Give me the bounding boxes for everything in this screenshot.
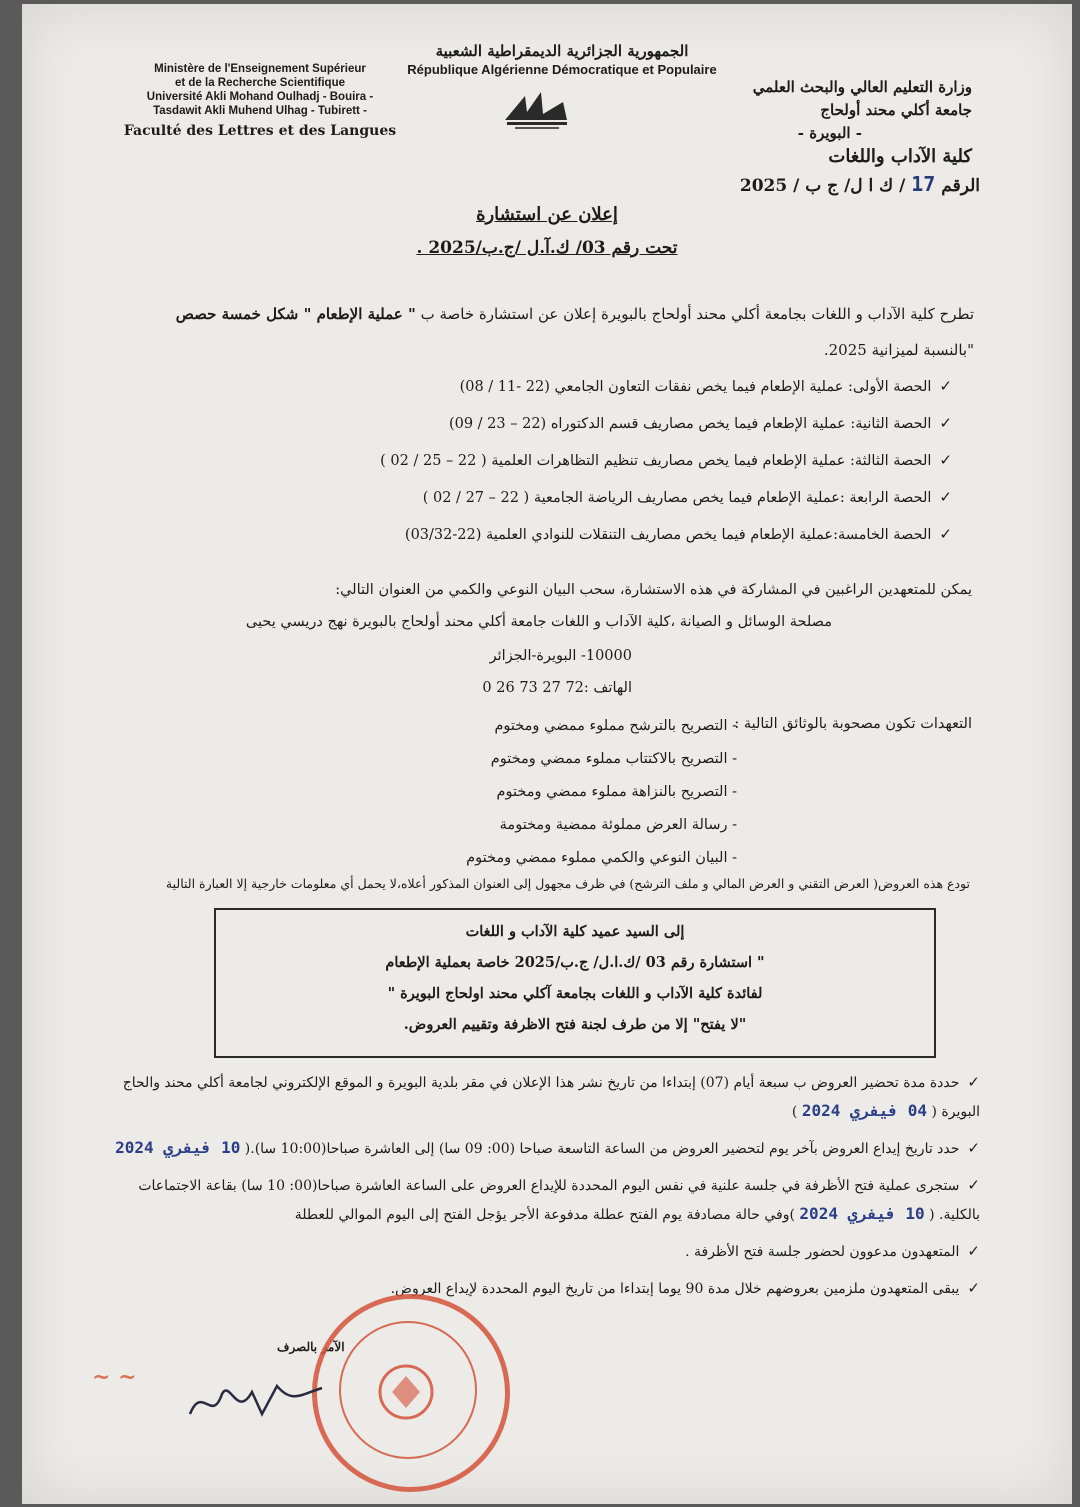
handwritten-date: 04 فيفري 2024 xyxy=(801,1101,928,1120)
republic-french: République Algérienne Démocratique et Populaire xyxy=(407,62,717,77)
list-item: - التصريح بالاكتتاب مملوء ممضي ومختوم xyxy=(490,751,737,767)
header-right-block xyxy=(652,76,972,168)
university-kab-line: Tasdawit Akli Muhend Ulhag - Tubirett - xyxy=(153,105,367,117)
list-item: ✓حدد تاريخ إيداع العروض بآخر يوم لتحضير العروض من الساعة التاسعة صباحا (00: 09 سا) إلى العاشرة صباحا(10:00 سا).( 10 فيفري 2024 xyxy=(100,1134,980,1163)
checkmark-icon: ✓ xyxy=(939,525,952,543)
list-item: - التصريح بالنزاهة مملوء ممضي ومختوم xyxy=(496,784,737,800)
stamp-handwriting-icon: ~ ~ xyxy=(92,1364,137,1390)
list-item: ✓الحصة الثانية: عملية الإطعام فيما يخص مصاريف قسم الدكتوراه (22 – 23 / 09) xyxy=(252,409,952,446)
university-fr-line: Université Akli Mohand Oulhadj - Bouira - xyxy=(146,91,374,103)
checkmark-icon: ✓ xyxy=(939,377,952,395)
official-stamp xyxy=(312,1294,510,1492)
envelope-line: إلى السيد عميد كلية الآداب و اللغات xyxy=(465,923,685,940)
list-item: - البيان النوعي والكمي مملوء ممضي ومختوم xyxy=(466,850,737,866)
document-page xyxy=(22,4,1072,1504)
signatory-label: الآمر بالصرف xyxy=(277,1340,345,1354)
list-item: - رسالة العرض مملوئة ممضية ومختومة xyxy=(499,817,737,833)
envelope-line: لفائدة كلية الآداب و اللغات بجامعة آكلي محند اولحاج البويرة " xyxy=(387,985,763,1002)
checkmark-icon: ✓ xyxy=(967,1242,980,1260)
ministry-fr-line: et de la Recherche Scientifique xyxy=(174,77,345,89)
list-item: ✓حددة مدة تحضير العروض ب سبعة أيام (07) إبتداءا من تاريخ نشر هذا الإعلان في مقر بلدية البويرة و الموقع الإلكتروني لجامعة أكلي محند والحاج البويرة ( 04 فيفري 2024 ) xyxy=(100,1068,980,1126)
clauses-list xyxy=(100,1068,980,1311)
faculty-fr: Faculté des Lettres et des Langues xyxy=(123,123,397,139)
reference-number xyxy=(740,172,980,196)
list-item: ✓الحصة الخامسة:عملية الإطعام فيما يخص مصاريف التنقلات للنوادي العلمية (22-03/32) xyxy=(252,520,952,557)
city-ar-line: - البويرة - xyxy=(797,124,862,142)
checkmark-icon: ✓ xyxy=(967,1176,980,1194)
signature-scribble xyxy=(182,1374,332,1438)
announcement-title: إعلان عن استشارة xyxy=(476,204,618,225)
list-item: ✓الحصة الثالثة: عملية الإطعام فيما يخص مصاريف تنظيم التظاهرات العلمية ( 22 – 25 / 02 ) xyxy=(252,446,952,483)
faculty-ar-line: كلية الآداب واللغات xyxy=(828,146,972,167)
list-item: - التصريح بالترشح مملوء ممضي ومختوم xyxy=(494,718,737,734)
checkmark-icon: ✓ xyxy=(939,451,952,469)
reference-handwritten: 17 xyxy=(911,172,936,196)
university-ar-line: جامعة أكلي محند أولحاج xyxy=(820,101,972,119)
address-phone: الهاتف :72 27 73 26 0 xyxy=(482,680,632,696)
checkmark-icon: ✓ xyxy=(939,414,952,432)
address-intro: يمكن للمتعهدين الراغبين في المشاركة في هذه الاستشارة، سحب البيان النوعي والكمي من العنوان التالي: xyxy=(335,582,972,598)
envelope-line: " استشارة رقم 03 /ك.ا.ل/ ج.ب/2025 خاصة بعملية الإطعام xyxy=(385,954,765,971)
intro-part1: تطرح كلية الآداب و اللغات بجامعة أكلي محند أولحاج بالبويرة إعلان عن استشارة خاصة ب xyxy=(420,305,974,323)
checkmark-icon: ✓ xyxy=(967,1139,980,1157)
list-item: ✓الحصة الأولى: عملية الإطعام فيما يخص نفقات التعاون الجامعي (22 -11 / 08) xyxy=(252,372,952,409)
reference-label: الرقم xyxy=(941,176,980,196)
address-line2: 10000- البويرة-الجزائر xyxy=(489,648,632,664)
handwritten-date: 10 فيفري 2024 xyxy=(799,1204,925,1223)
intro-bold: " عملية الإطعام " شكل خمسة حصص xyxy=(175,305,416,323)
envelope-text-box xyxy=(214,908,936,1058)
checkmark-icon: ✓ xyxy=(967,1073,980,1091)
deposit-note: تودع هذه العروض( العرض التقني و العرض المالي و ملف الترشح) في ظرف مجهول إلى العنوان المذكور أعلاه،لا يحمل أي معلومات خارجية إلا العبارة التالية xyxy=(165,876,970,891)
documents-label: التعهدات تكون مصحوبة بالوثائق التالية : xyxy=(734,716,972,732)
address-line1: مصلحة الوسائل و الصيانة ،كلية الآداب و اللغات جامعة أكلي محند أولحاج بالبويرة نهج دريسي يحيى xyxy=(245,614,832,630)
checkmark-icon: ✓ xyxy=(967,1279,980,1297)
checkmark-icon: ✓ xyxy=(939,488,952,506)
lots-list xyxy=(252,372,952,557)
ministry-fr-line: Ministère de l'Enseignement Supérieur xyxy=(154,63,366,75)
intro-part2: "بالنسبة لميزانية 2025. xyxy=(823,341,974,359)
republic-arabic: الجمهورية الجزائرية الديمقراطية الشعبية xyxy=(435,42,689,60)
documents-list xyxy=(317,712,737,877)
announcement-subtitle: تحت رقم 03/ ك.آ.ل /ج.ب/2025 . xyxy=(416,238,678,258)
list-item: ✓ستجرى عملية فتح الأظرفة في جلسة علنية في نفس اليوم المحددة للإيداع العروض على الساعة العاشرة صباحا(00: 10 سا) بقاعة الاجتماعات بالكلية. ( 10 فيفري 2024 )وفي حالة مصادفة يوم الفتح عطلة مدفوعة الأجر يؤجل الفتح إلى اليوم الموالي للعطلة xyxy=(100,1171,980,1229)
intro-paragraph xyxy=(124,296,974,368)
header-left-block xyxy=(100,62,420,138)
handwritten-date: 10 فيفري 2024 xyxy=(115,1138,241,1157)
list-item: ✓المتعهدون مدعوون لحضور جلسة فتح الأظرفة . xyxy=(100,1237,980,1266)
list-item: ✓يبقى المتعهدون ملزمين بعروضهم خلال مدة 90 يوما إبتداءا من تاريخ اليوم المحددة لإيداع العروض. xyxy=(100,1274,980,1303)
ministry-ar-line: وزارة التعليم العالي والبحث العلمي xyxy=(752,78,972,96)
list-item: ✓الحصة الرابعة :عملية الإطعام فيما يخص مصاريف الرياضة الجامعية ( 22 – 27 / 02 ) xyxy=(252,483,952,520)
envelope-line: "لا يفتح" إلا من طرف لجنة فتح الاظرفة وتقييم العروض. xyxy=(403,1016,747,1033)
university-logo xyxy=(497,82,577,132)
reference-rest: / ك ا ل/ ج ب / 2025 xyxy=(739,176,906,196)
